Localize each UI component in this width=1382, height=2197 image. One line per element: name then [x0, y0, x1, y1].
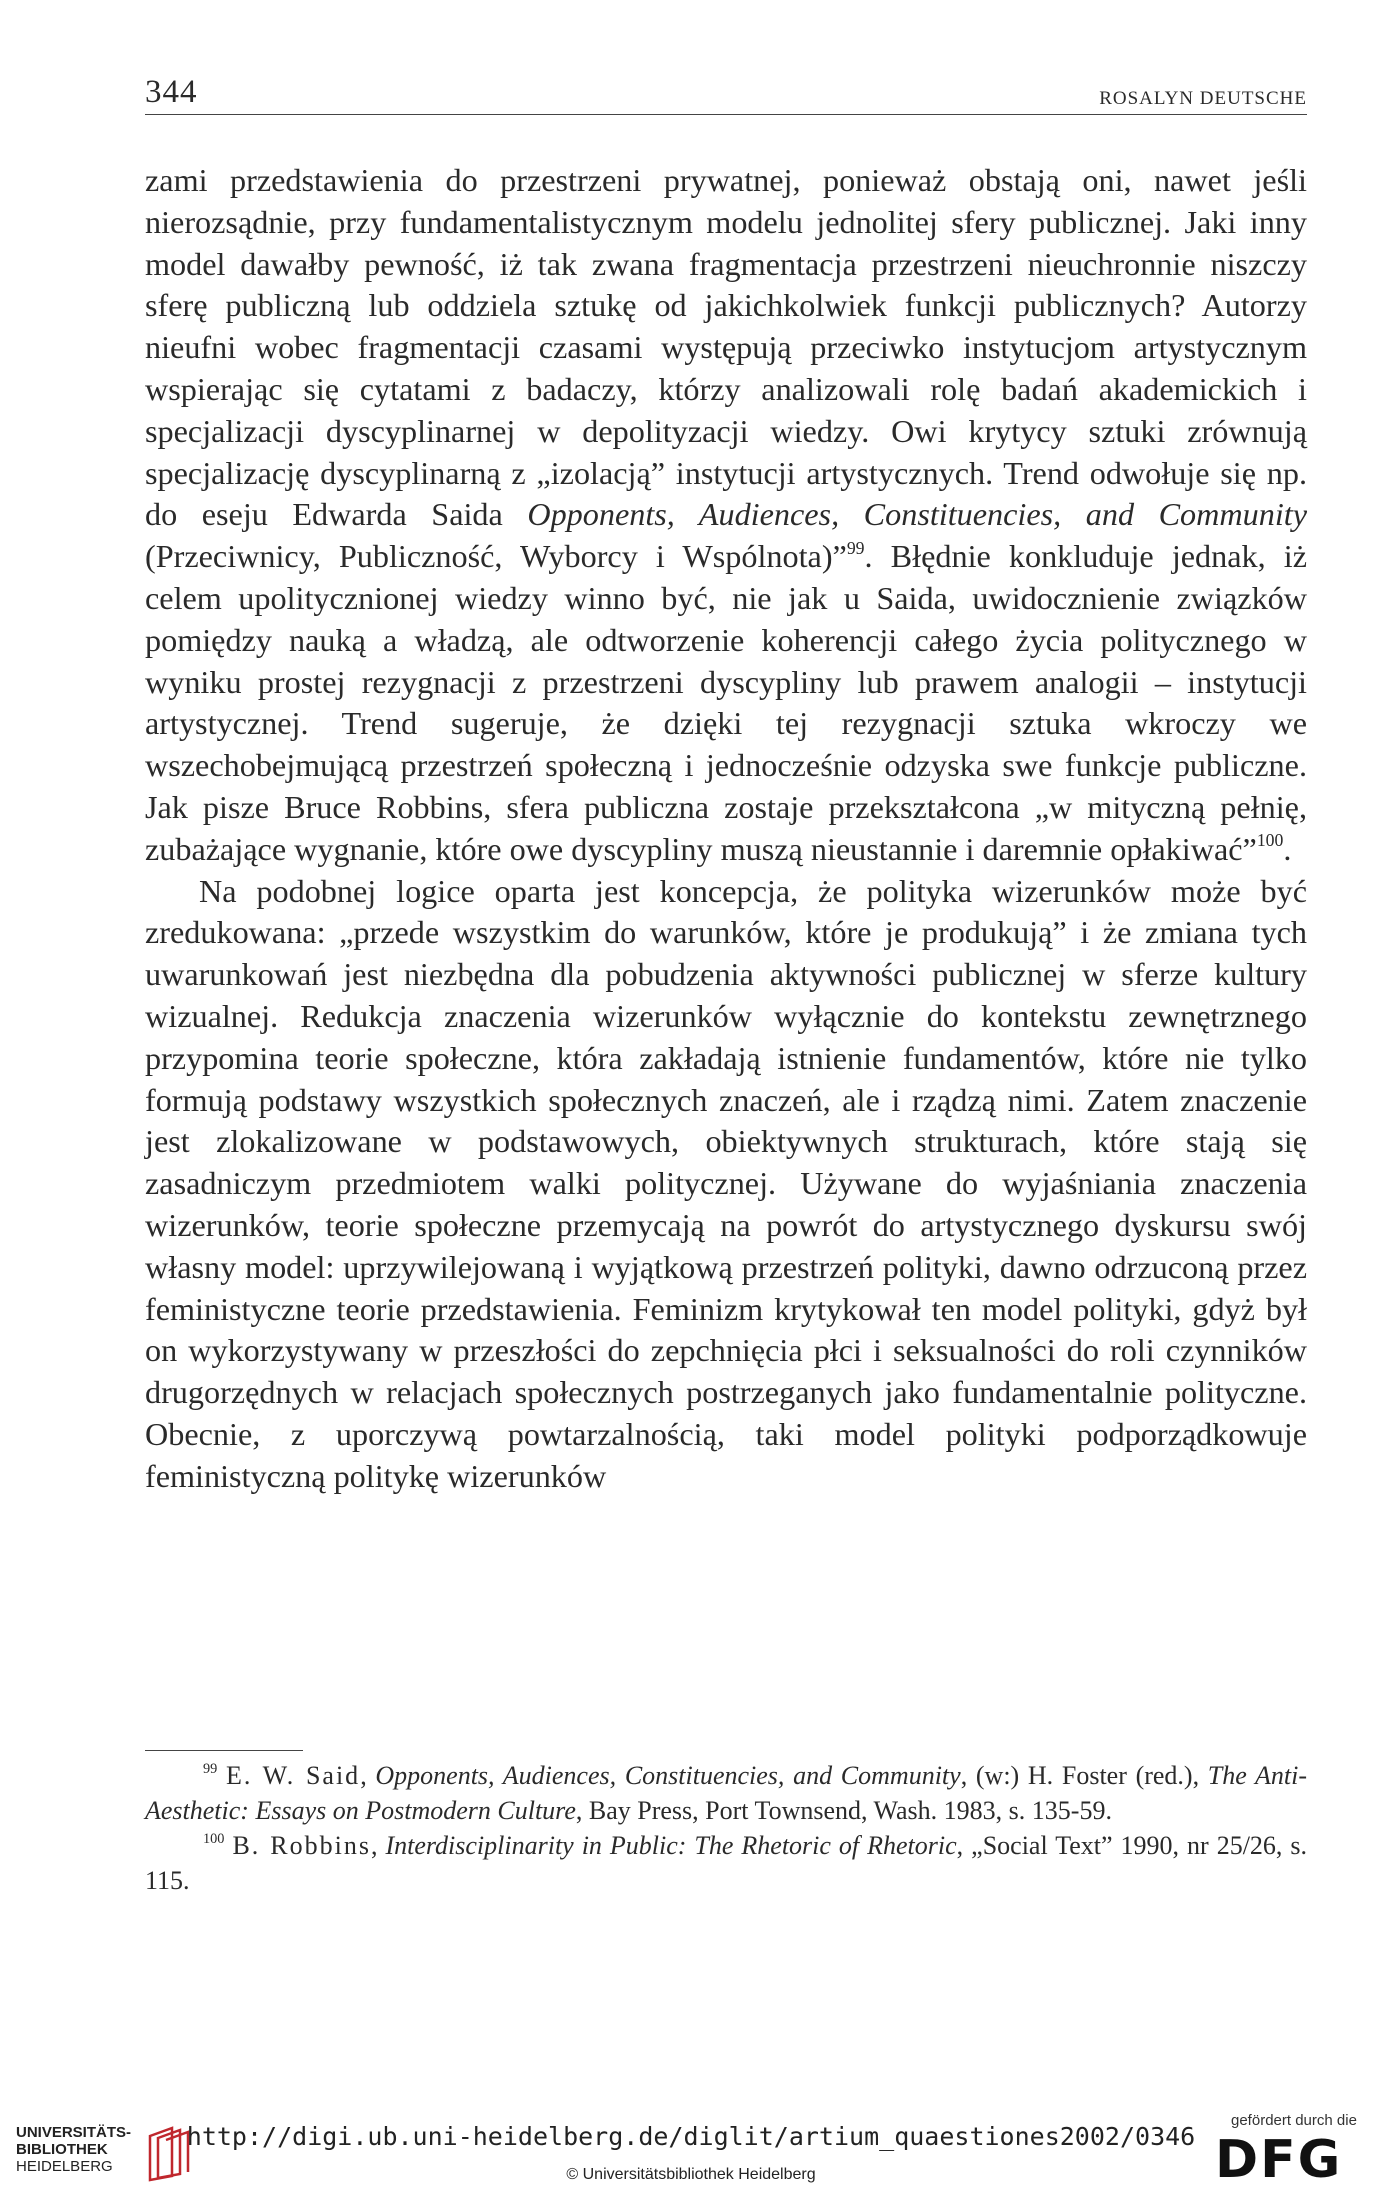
footnote-ref-99: 99 — [846, 537, 865, 558]
footnote-number: 99 — [203, 1761, 218, 1778]
footnote-text: , (w:) H. Foster (red.), — [960, 1761, 1208, 1790]
digitization-footer — [0, 2100, 1382, 2197]
footnote-author: B. Robbins — [232, 1831, 371, 1860]
page-header — [145, 74, 1307, 115]
body-text — [145, 160, 1307, 1498]
library-name-line-3: HEIDELBERG — [16, 2158, 113, 2175]
library-name-line-1: UNIVERSITÄTS- — [16, 2124, 132, 2141]
footnote-100 — [145, 1828, 1307, 1898]
cited-essay-title: Opponents, Audiences, Constituencies, and Community — [527, 496, 1307, 533]
dfg-wordmark: DFG — [1215, 2130, 1343, 2190]
dfg-logo — [1215, 2112, 1365, 2192]
running-head: ROSALYN DEUTSCHE — [1099, 88, 1307, 109]
footnote-text: , — [360, 1761, 376, 1790]
source-url[interactable]: http://digi.ub.uni-heidelberg.de/diglit/artium_quaestiones2002/0346 — [186, 2122, 1196, 2151]
footnote-title: Interdisciplinarity in Public: The Rhetoric of Rhetoric — [385, 1831, 957, 1860]
paragraph-1-text-d: . — [1283, 830, 1292, 867]
footnote-number: 100 — [203, 1831, 225, 1848]
copyright-notice: © Universitätsbibliothek Heidelberg — [566, 2166, 816, 2183]
paragraph-1-text-b: (Przeciwnicy, Publiczność, Wyborcy i Wspólnota)” — [145, 538, 847, 575]
paragraph-1 — [145, 160, 1307, 871]
footnote-title: Opponents, Audiences, Constituencies, and Community — [375, 1761, 961, 1790]
footnote-separator — [145, 1750, 303, 1751]
paragraph-2: Na podobnej logice oparta jest koncepcja, że polityka wizerunków może być zredukowana: „przede wszystkim do warunków, które je produkują” i że zmiana tych uwarunkowań jest niezbędna dla pobudzenia aktywności publicznej w sferze kultury wizualnej. Redukcja znaczenia wizerunków wyłącznie do kontekstu zewnętrznego przypomina teorie społeczne, która zakładają istnienie fundamentów, które nie tylko formują podstawy wszystkich społecznych znaczeń, ale i rządzą nimi. Zatem znaczenie jest zlokalizowane w podstawowych, obiektywnych strukturach, które stają się zasadniczym przedmiotem walki politycznej. Używane do wyjaśniania znaczenia wizerunków, teorie społeczne przemycają na powrót do artystycznego dyskursu swój własny model: uprzywilejowaną i wyjątkową przestrzeń polityki, dawno odrzuconą przez feministyczne teorie przedstawienia. Feminizm krytykował ten model polityki, gdyż był on wykorzystywany w przeszłości do zepchnięcia płci i seksualności do roli czynników drugorzędnych w relacjach społecznych postrzeganych jako fundamentalnie polityczne. Obecnie, z uporczywą powtarzalnością, taki model polityki podporządkowuje feministyczną politykę wizerunków — [145, 872, 1307, 1494]
dfg-tagline: gefördert durch die — [1231, 2112, 1357, 2129]
paragraph-1-text-a: zami przedstawienia do przestrzeni prywatnej, ponieważ obstają oni, nawet jeśli nierozsądnie, przy fundamentalistycznym modelu jednolitej sfery publicznej. Jaki inny model dawałby pewność, iż tak zwana fragmentacja przestrzeni nieuchronnie niszczy sferę publiczną lub oddziela sztukę od jakichkolwiek funkcji publicznych? Autorzy nieufni wobec fragmentacji czasami występują przeciwko instytucjom artystycznym wspierając się cytatami z badaczy, którzy analizowali rolę badań akademickich i specjalizacji dyscyplinarnej w depolityzacji wiedzy. Owi krytycy sztuki zrównują specjalizację dyscyplinarną z „izolacją” instytucji artystycznych. Trend odwołuje się np. do eseju Edwarda Saida — [145, 162, 1307, 533]
footnotes — [145, 1758, 1307, 1898]
footnote-ref-100: 100 — [1256, 830, 1284, 851]
library-name-line-2: BIBLIOTHEK — [16, 2141, 108, 2158]
footnote-book-title: The Anti-Aesthetic: Essays on Postmodern Culture — [145, 1761, 1307, 1825]
footnote-text: , Bay Press, Port Townsend, Wash. 1983, s. 135-59. — [575, 1796, 1112, 1825]
paragraph-1-text-c: . Błędnie konkluduje jednak, iż celem upolitycznionej wiedzy winno być, nie jak u Saida, uwidocznienie związków pomiędzy nauką a władzą, ale odtworzenie koherencji całego życia politycznego w wyniku prostej rezygnacji z przestrzeni dyscypliny lub prawem analogii – instytucji artystycznej. Trend sugeruje, że dzięki tej rezygnacji sztuka wkroczy we wszechobejmującą przestrzeń społeczną i jednocześnie odzyska swe funkcje publiczne. Jak pisze Bruce Robbins, sfera publiczna zostaje przekształcona „w mityczną pełnię, zubażające wygnanie, które owe dyscypliny muszą nieustannie i daremnie opłakiwać” — [145, 538, 1307, 867]
footnote-text: , — [370, 1831, 386, 1860]
footnote-text: , „Social Text” 1990, nr 25/26, s. 115. — [145, 1831, 1308, 1895]
footnote-99 — [145, 1758, 1307, 1828]
footnote-author: E. W. Said — [226, 1761, 361, 1790]
page-number: 344 — [145, 74, 198, 110]
